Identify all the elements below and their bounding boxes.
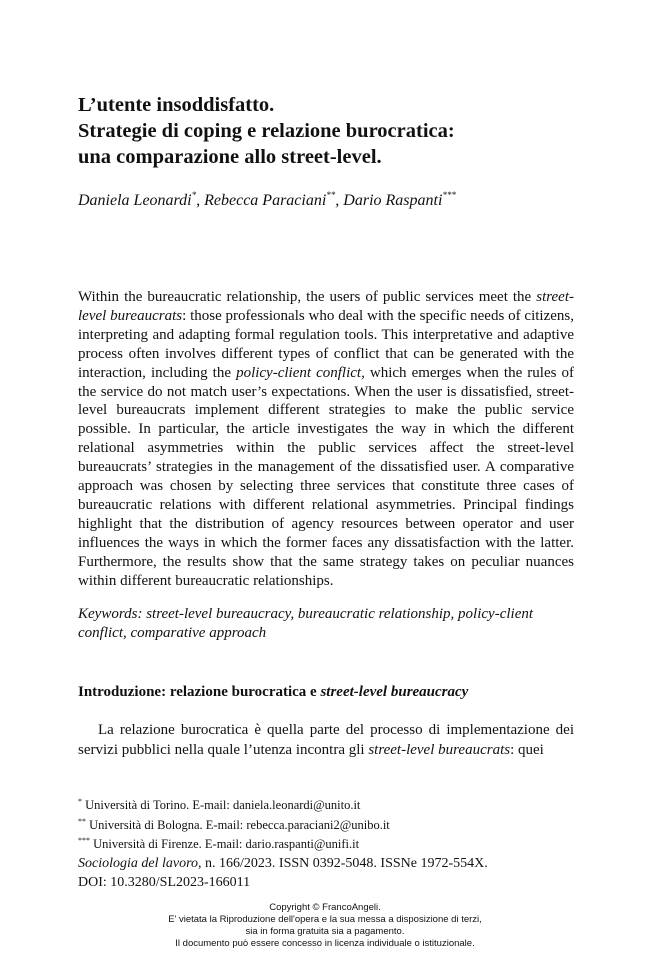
abstract-text: Within the bureaucratic relationship, the users of public services meet the [78,289,537,305]
author-name: Daniela Leonardi [78,192,192,209]
footnotes [78,794,578,892]
author-footnote-mark: *** [442,190,456,200]
footnote [78,794,578,814]
body-paragraph [78,720,574,760]
title-line-2: Strategie di coping e relazione burocratica: [78,120,455,142]
author-footnote-mark: ** [326,190,336,200]
copyright-notice [0,902,650,950]
body-text: : quei [510,742,544,758]
title-line-3: una comparazione allo street-level. [78,146,382,168]
author-name: Dario Raspanti [343,192,443,209]
footnote-text: Università di Firenze. E-mail: dario.raspanti@unifi.it [90,837,360,851]
abstract-text: which emerges when the rules of the service do not match user’s expectations. When the user is dissatisfied, street-level bureaucrats implement different strategies to make the public service possible. In particular, the article investigates the way in which the different relational asymmetries within the public services affect the street-level bureaucrats’ strategies in the management of the dissatisfied user. A comparative approach was chosen by selecting three services that constitute three cases of bureaucratic relations with different relational asymmetries. Principal findings highlight that the distribution of agency resources between operator and user influences the ways in which the former faces any dissatisfaction with the latter. Furthermore, the results show that the same strategy takes on peculiar nuances within different bureaucratic relationships. [78,364,575,589]
body-emphasis: street-level bureaucrats [368,742,511,758]
doi: DOI: 10.3280/SL2023-166011 [78,874,251,890]
copyright-line: E' vietata la Riproduzione dell'opera e la sua messa a disposizione di terzi, [168,914,482,925]
copyright-line: sia in forma gratuita sia a pagamento. [245,926,405,937]
footnote-text: Università di Torino. E-mail: daniela.leonardi@unito.it [82,798,361,812]
section-heading-text: Introduzione: relazione burocratica e [78,684,321,700]
footnote-mark: *** [78,836,90,845]
journal-citation [78,854,578,873]
abstract-text: : those professionals who deal with the specific needs of citizens, interpreting and adapting formal regulation tools. This interpretative and adaptive process often involves different types of conflict that can be generated with the interaction, including the [78,307,574,381]
body-text: La relazione burocratica è quella parte del processo di implementazione dei servizi pubblici nella quale l’utenza incontra gli [78,722,574,758]
abstract [78,288,574,591]
footnote-text: Università di Bologna. E-mail: rebecca.paraciani2@unibo.it [86,817,390,832]
copyright-line: Il documento può essere concesso in licenza individuale o istituzionale. [175,938,475,949]
copyright-line: Copyright © FrancoAngeli. [269,902,381,913]
footnote [78,814,578,834]
footnote-mark: * [78,797,82,806]
section-heading [78,684,468,701]
footnote-mark: ** [78,816,86,826]
abstract-emphasis: street-level bureaucrats [78,289,574,324]
keywords: Keywords: street-level bureaucracy, bureaucratic relationship, policy-client conflict, comparative approach [78,606,534,641]
author-separator: , [196,192,205,209]
author-list [78,190,456,210]
author-separator: , [335,192,344,209]
footnote [78,833,578,853]
title-line-1: L’utente insoddisfatto. [78,94,275,116]
author-name: Rebecca Paraciani [204,192,327,209]
author-footnote-mark: * [191,190,197,200]
abstract-emphasis: policy-client conflict, [236,364,365,381]
journal-name: Sociologia del lavoro [78,855,199,871]
journal-details: , n. 166/2023. ISSN 0392-5048. ISSNe 1972-554X. [198,855,488,871]
article-title [78,92,598,170]
section-heading-italic: street-level bureaucracy [320,684,469,700]
